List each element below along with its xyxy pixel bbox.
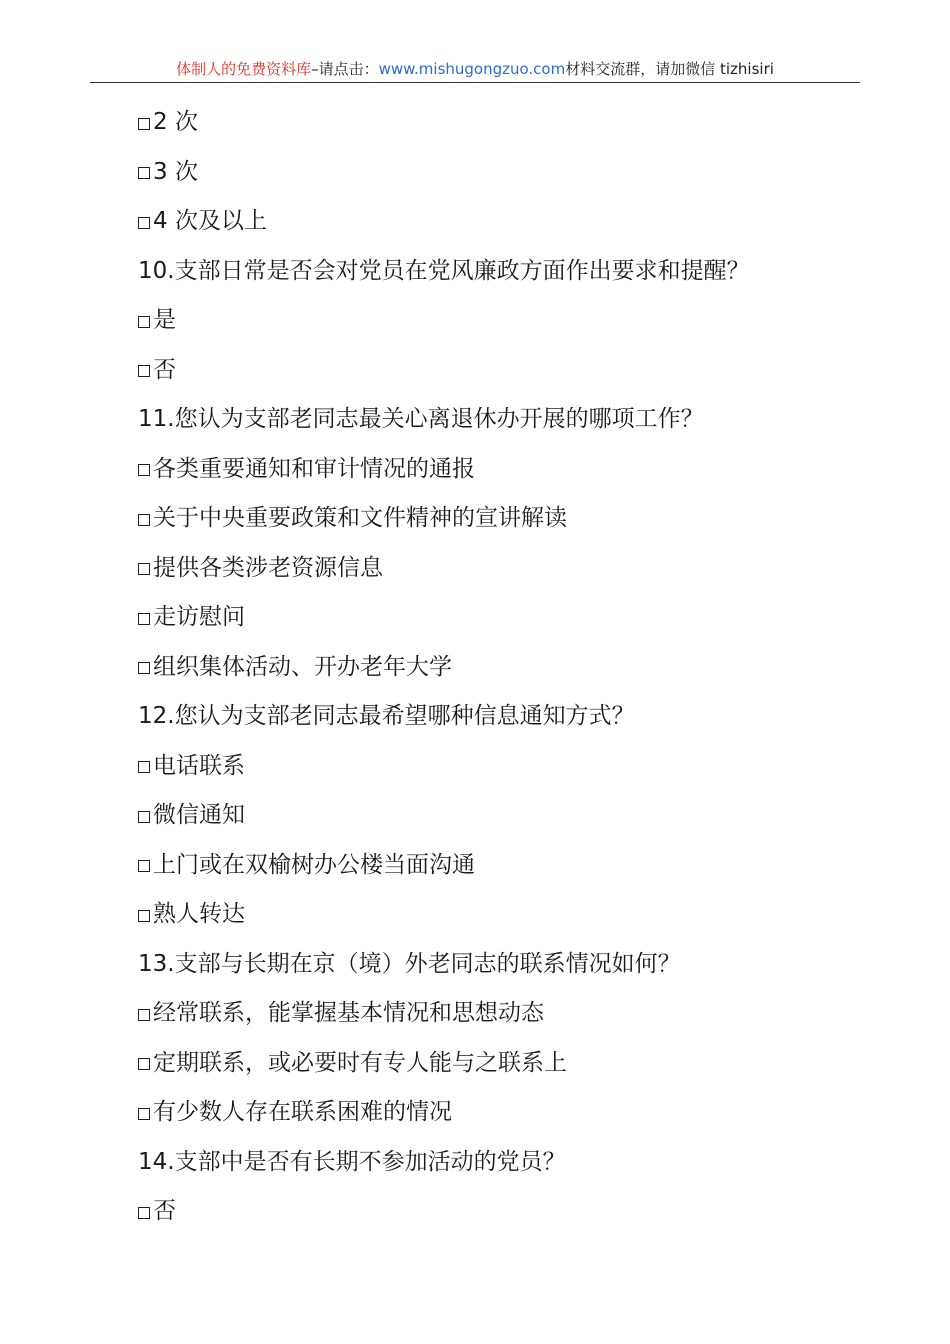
question-text: 11.您认为支部老同志最关心离退休办开展的哪项工作？ [138,406,704,432]
option-label: 否 [153,1198,176,1224]
option-item[interactable] [138,643,858,693]
option-item[interactable] [138,148,858,198]
option-label: 4 次及以上 [153,208,267,234]
checkbox-icon[interactable] [138,1207,150,1219]
option-label: 3 次 [153,158,198,185]
option-label: 电话联系 [153,752,245,779]
header-prefix: –请点击： [311,60,379,78]
checkbox-icon[interactable] [138,1108,150,1120]
checkbox-icon[interactable] [138,613,150,625]
option-label: 微信通知 [153,802,245,828]
option-label: 是 [153,307,176,333]
checkbox-icon[interactable] [138,217,150,229]
option-label: 上门或在双榆树办公楼当面沟通 [153,851,475,878]
page-header [90,58,860,83]
checkbox-icon[interactable] [138,464,150,476]
header-brand: 体制人的免费资料库 [176,60,312,78]
option-label: 关于中央重要政策和文件精神的宣讲解读 [153,505,567,531]
option-item[interactable] [138,494,858,544]
option-item[interactable] [138,544,858,594]
option-item[interactable] [138,890,858,940]
checkbox-icon[interactable] [138,563,150,575]
option-label: 熟人转达 [153,901,245,927]
checkbox-icon[interactable] [138,1058,150,1070]
option-item[interactable] [138,791,858,841]
question-text: 13.支部与长期在京（境）外老同志的联系情况如何？ [138,950,681,977]
question-text: 10.支部日常是否会对党员在党风廉政方面作出要求和提醒？ [138,257,750,284]
option-item[interactable] [138,445,858,495]
option-label: 走访慰问 [153,604,245,630]
checkbox-icon[interactable] [138,662,150,674]
option-item[interactable] [138,1187,858,1237]
option-label: 组织集体活动、开办老年大学 [153,653,452,680]
checkbox-icon[interactable] [138,1009,150,1021]
checkbox-icon[interactable] [138,860,150,872]
checkbox-icon[interactable] [138,316,150,328]
option-item[interactable] [138,841,858,891]
checkbox-icon[interactable] [138,811,150,823]
header-link[interactable]: www.mishugongzuo.com [378,60,566,78]
option-item[interactable] [138,742,858,792]
document-body [138,98,858,1237]
option-label: 各类重要通知和审计情况的通报 [153,455,475,482]
checkbox-icon[interactable] [138,365,150,377]
option-label: 否 [153,356,176,383]
header-suffix: 材料交流群，请加微信 tizhisiri [565,60,774,78]
option-item[interactable] [138,1039,858,1089]
question-text: 14.支部中是否有长期不参加活动的党员？ [138,1148,566,1175]
option-item[interactable] [138,98,858,148]
option-label: 2 次 [153,109,198,135]
option-item[interactable] [138,346,858,396]
option-label: 经常联系，能掌握基本情况和思想动态 [153,1000,544,1026]
option-item[interactable] [138,593,858,643]
checkbox-icon[interactable] [138,514,150,526]
checkbox-icon[interactable] [138,167,150,179]
checkbox-icon[interactable] [138,910,150,922]
option-item[interactable] [138,296,858,346]
option-item[interactable] [138,1088,858,1138]
option-item[interactable] [138,989,858,1039]
option-item[interactable] [138,197,858,247]
question-text: 12.您认为支部老同志最希望哪种信息通知方式？ [138,703,635,729]
option-label: 提供各类涉老资源信息 [153,554,383,581]
checkbox-icon[interactable] [138,118,150,130]
option-label: 定期联系，或必要时有专人能与之联系上 [153,1049,567,1076]
checkbox-icon[interactable] [138,761,150,773]
option-label: 有少数人存在联系困难的情况 [153,1099,452,1125]
